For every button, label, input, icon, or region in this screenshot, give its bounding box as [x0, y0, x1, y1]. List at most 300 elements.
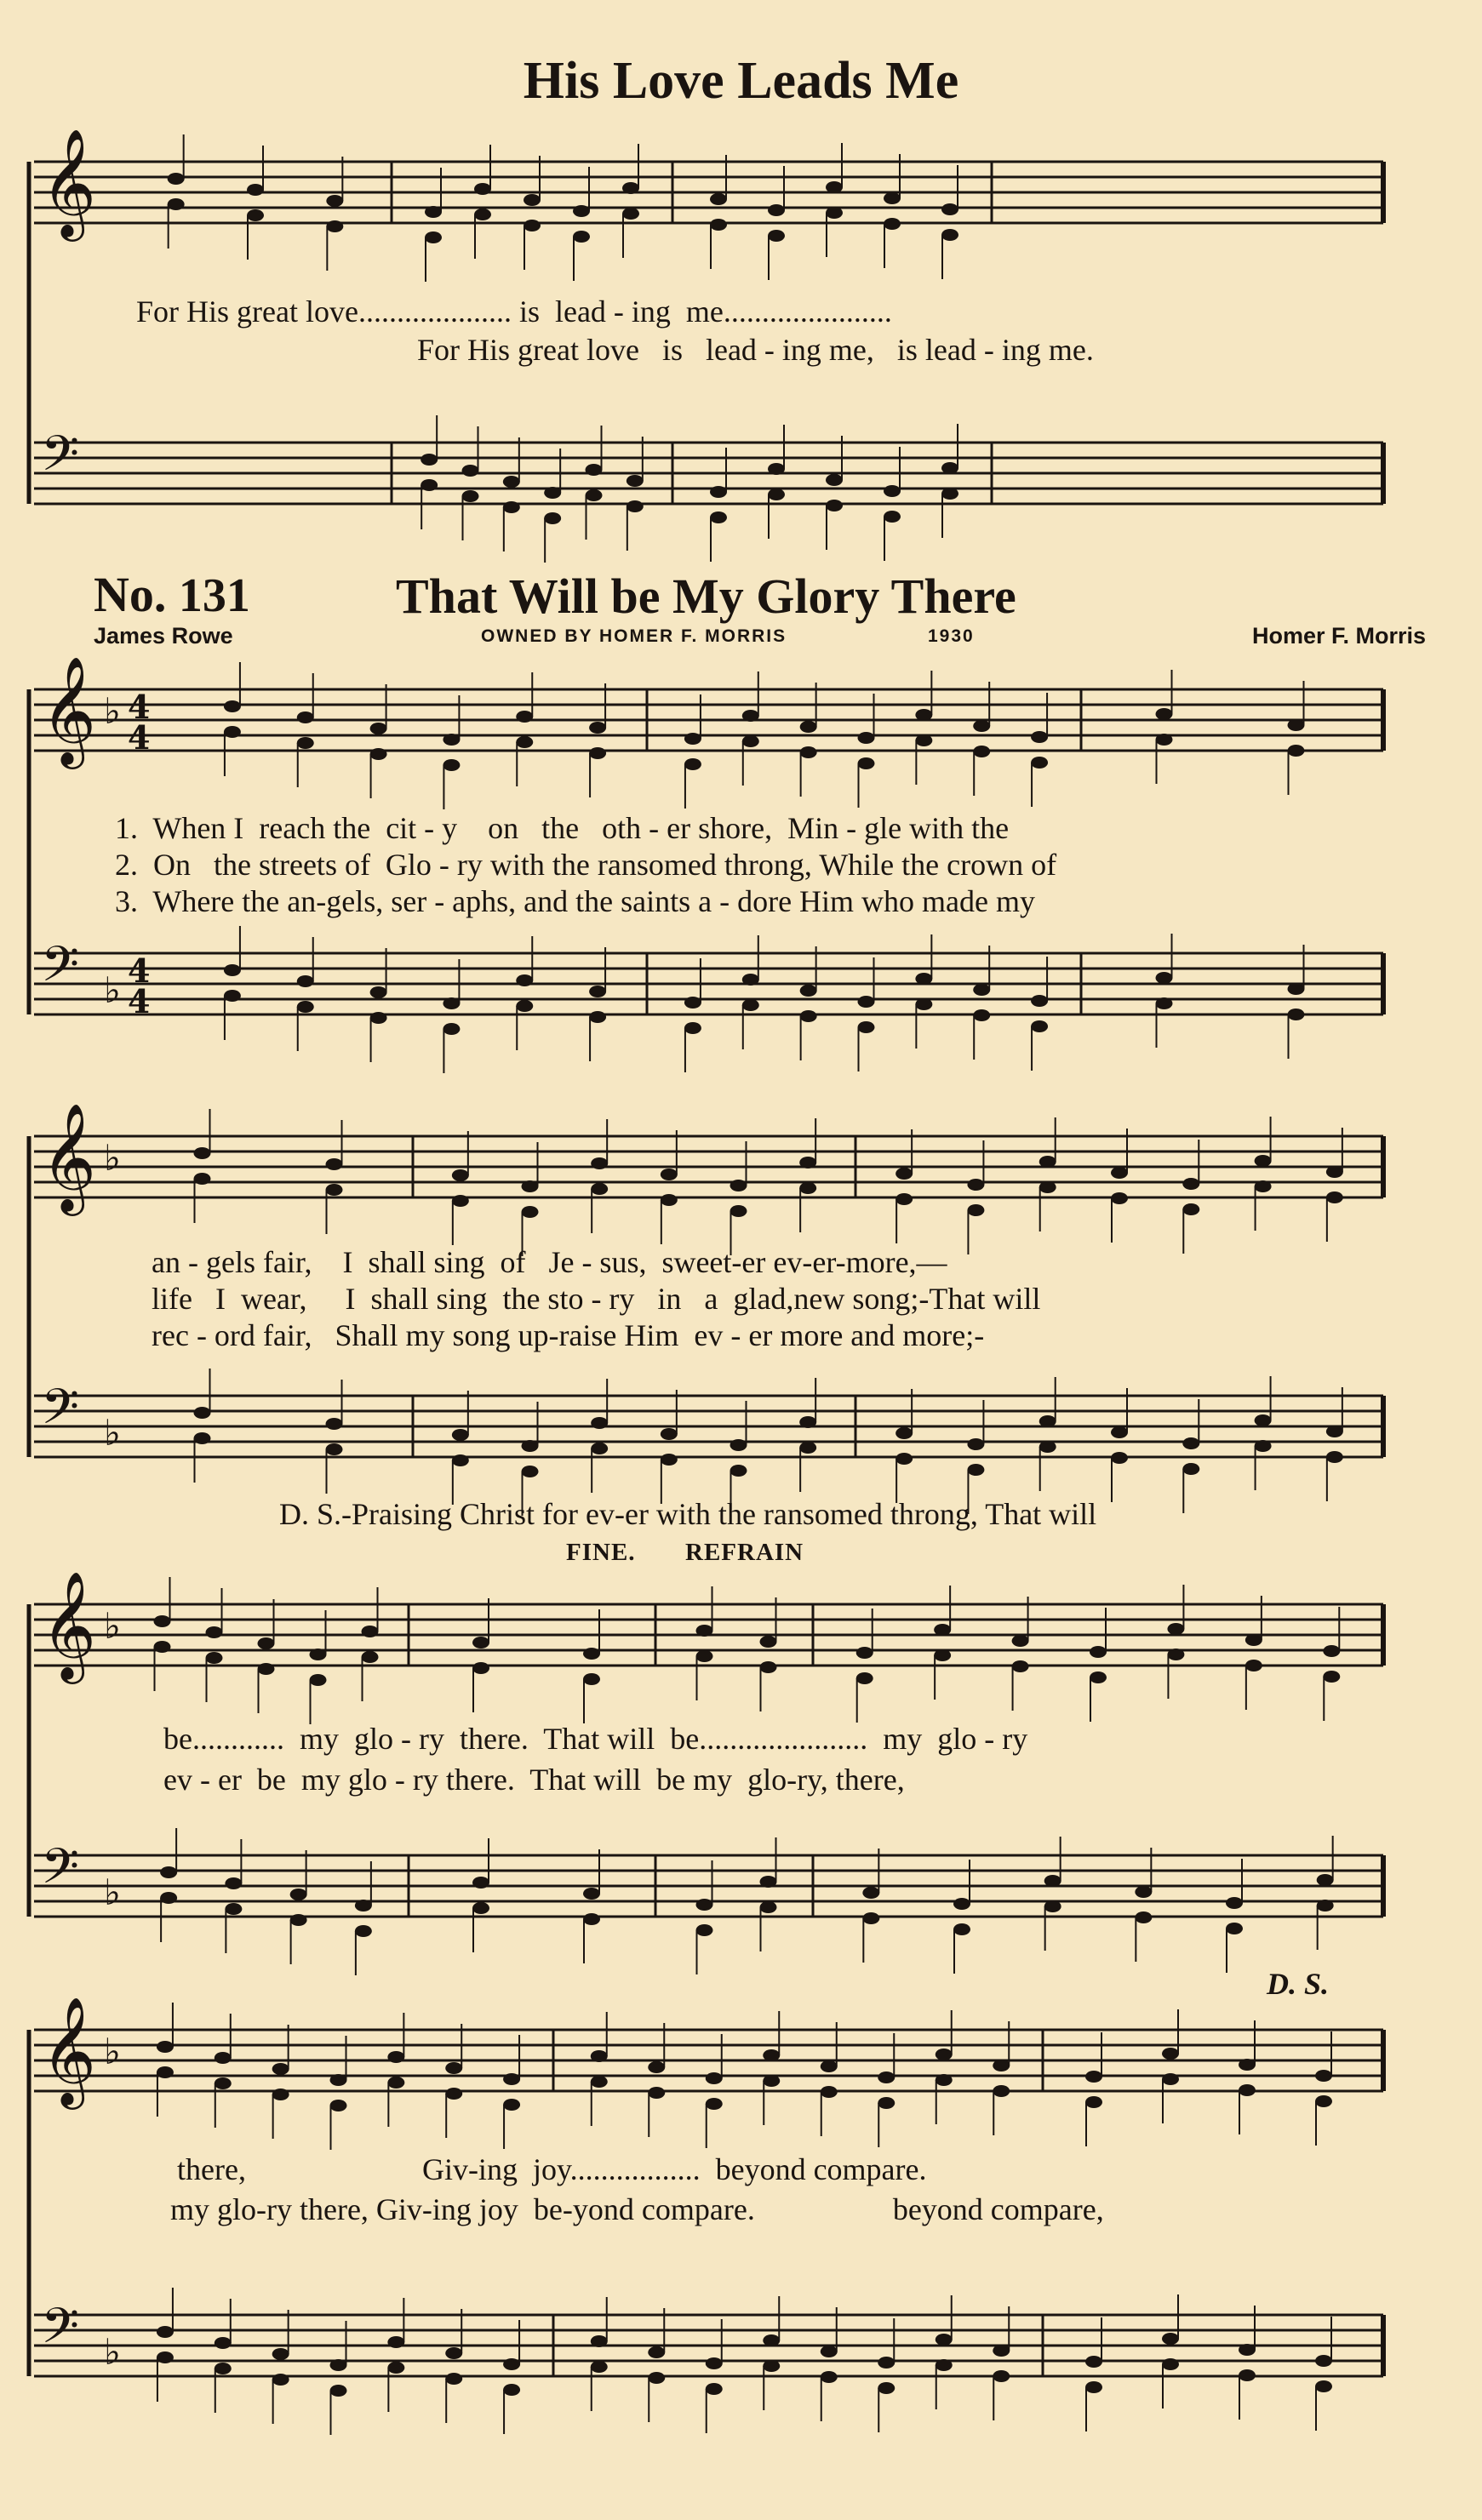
- notehead: [206, 1652, 223, 1664]
- notehead: [800, 985, 817, 997]
- notehead: [941, 203, 958, 215]
- notehead: [215, 2337, 232, 2349]
- notehead: [589, 747, 606, 759]
- closing-line-2: my glo-ry there, Giv-ing joy be-yond compare. beyond compare,: [170, 2192, 1104, 2226]
- notehead: [355, 1900, 372, 1911]
- refrain-marker: REFRAIN: [685, 1539, 804, 1566]
- notehead: [1162, 2333, 1179, 2345]
- notehead: [953, 1898, 970, 1910]
- notehead: [895, 1427, 913, 1439]
- notehead: [330, 2074, 347, 2086]
- notehead: [1182, 1463, 1199, 1475]
- notehead: [1315, 2095, 1332, 2107]
- time-signature: 4: [128, 718, 151, 757]
- notehead: [936, 2074, 953, 2086]
- verse-3-line-2: rec - ord fair, Shall my song up-raise Him ev - er more and more;-: [152, 1318, 985, 1352]
- notehead: [362, 1651, 379, 1663]
- notehead: [684, 733, 701, 745]
- notehead: [1111, 1452, 1128, 1464]
- notehead: [1182, 1437, 1199, 1449]
- notehead: [967, 1438, 984, 1450]
- notehead: [215, 2077, 232, 2089]
- notehead: [157, 2041, 174, 2053]
- notehead: [696, 1924, 713, 1936]
- notehead: [1111, 1167, 1128, 1179]
- notehead: [763, 2075, 780, 2087]
- notehead: [1031, 731, 1048, 743]
- ds-label: D. S.: [1267, 1967, 1330, 2001]
- notehead: [573, 205, 590, 217]
- notehead: [858, 732, 875, 744]
- notehead: [1288, 1009, 1305, 1020]
- notehead: [224, 964, 241, 976]
- notehead: [1156, 734, 1173, 746]
- verse-1-line-1: 1. When I reach the cit - y on the oth - er shore, Min - gle with the: [115, 811, 1010, 845]
- notehead: [936, 2049, 953, 2060]
- notehead: [443, 759, 460, 771]
- notehead: [522, 1206, 539, 1218]
- notehead: [224, 700, 241, 712]
- notehead: [742, 710, 759, 722]
- notehead: [326, 195, 343, 207]
- notehead: [1182, 1178, 1199, 1190]
- notehead: [445, 2088, 462, 2100]
- notehead: [1255, 1440, 1272, 1452]
- notehead: [247, 209, 264, 221]
- notehead: [524, 220, 541, 231]
- notehead: [826, 474, 843, 486]
- notehead: [1162, 2358, 1179, 2370]
- notehead: [941, 488, 958, 500]
- copyright-owner: OWNED BY HOMER F. MORRIS: [481, 626, 787, 646]
- notehead: [503, 2099, 520, 2111]
- notehead: [821, 2060, 838, 2072]
- author: James Rowe: [94, 623, 233, 649]
- notehead: [503, 476, 520, 488]
- notehead: [706, 2357, 723, 2369]
- notehead: [884, 485, 901, 497]
- notehead: [589, 986, 606, 997]
- notehead: [1255, 1414, 1272, 1426]
- notehead: [330, 2359, 347, 2371]
- notehead: [297, 1001, 314, 1013]
- flat-icon: ♭: [104, 690, 121, 732]
- notehead: [1239, 2084, 1256, 2096]
- notehead: [472, 1662, 489, 1674]
- notehead: [1085, 2071, 1102, 2083]
- notehead: [763, 2334, 780, 2346]
- notehead: [310, 1674, 327, 1686]
- notehead: [1044, 1875, 1061, 1887]
- notehead: [622, 182, 639, 194]
- refrain-line-2: ev - er be my glo - ry there. That will be my glo-ry, there,: [163, 1763, 905, 1797]
- notehead: [661, 1194, 678, 1206]
- notehead: [895, 1193, 913, 1205]
- notehead: [1135, 1911, 1152, 1923]
- notehead: [503, 2358, 520, 2370]
- notehead: [915, 734, 932, 746]
- notehead: [936, 2334, 953, 2346]
- notehead: [297, 737, 314, 749]
- notehead: [760, 1636, 777, 1648]
- notehead: [768, 489, 785, 500]
- notehead: [370, 723, 387, 734]
- notehead: [224, 726, 241, 738]
- notehead: [973, 746, 990, 757]
- notehead: [168, 198, 185, 210]
- notehead: [878, 2071, 895, 2083]
- time-signature: 4: [128, 688, 151, 726]
- notehead: [993, 2345, 1010, 2357]
- notehead: [452, 1429, 469, 1441]
- notehead: [452, 1195, 469, 1207]
- time-signature: 4: [128, 982, 151, 1020]
- treble-clef-icon: 𝄞: [41, 655, 97, 764]
- notehead: [215, 2052, 232, 2064]
- notehead: [858, 996, 875, 1008]
- notehead: [1288, 719, 1305, 731]
- notehead: [387, 2336, 404, 2348]
- closing-line-1: there, Giv-ing joy................. beyond compare.: [177, 2152, 927, 2186]
- notehead: [826, 207, 843, 219]
- notehead: [272, 2374, 289, 2386]
- notehead: [425, 231, 442, 243]
- time-signature: 4: [128, 951, 151, 990]
- notehead: [472, 1877, 489, 1889]
- notehead: [387, 2362, 404, 2374]
- notehead: [730, 1465, 747, 1477]
- notehead: [387, 2051, 404, 2063]
- notehead: [821, 2371, 838, 2383]
- notehead: [821, 2346, 838, 2357]
- notehead: [1162, 2073, 1179, 2085]
- notehead: [696, 1899, 713, 1911]
- notehead: [297, 711, 314, 723]
- flat-icon: ♭: [104, 969, 121, 1011]
- notehead: [730, 1439, 747, 1451]
- notehead: [370, 986, 387, 998]
- notehead: [1085, 2096, 1102, 2108]
- notehead: [290, 1914, 307, 1926]
- flat-icon: ♭: [104, 1137, 121, 1179]
- notehead: [799, 1157, 816, 1169]
- notehead: [522, 1180, 539, 1192]
- notehead: [1111, 1192, 1128, 1204]
- notehead: [272, 2063, 289, 2075]
- notehead: [522, 1466, 539, 1477]
- notehead: [586, 489, 603, 501]
- notehead: [821, 2086, 838, 2098]
- notehead: [800, 746, 817, 758]
- notehead: [462, 490, 479, 502]
- notehead: [154, 1641, 171, 1653]
- notehead: [973, 720, 990, 732]
- notehead: [330, 2385, 347, 2397]
- notehead: [1226, 1897, 1243, 1909]
- notehead: [1315, 2070, 1332, 2082]
- notehead: [648, 2061, 665, 2073]
- treble-clef-icon: 𝄞: [41, 1102, 97, 1211]
- verse-2-line-2: life I wear, I shall sing the sto - ry in a glad,new song;-That will: [152, 1282, 1041, 1316]
- notehead: [878, 2382, 895, 2394]
- notehead: [157, 2326, 174, 2338]
- verse-3-line-1: 3. Where the an-gels, ser - aphs, and the saints a - dore Him who made my: [115, 884, 1036, 918]
- notehead: [258, 1637, 275, 1649]
- notehead: [573, 231, 590, 243]
- notehead: [696, 1625, 713, 1637]
- notehead: [544, 512, 561, 524]
- notehead: [297, 975, 314, 987]
- notehead: [895, 1168, 913, 1180]
- notehead: [591, 2361, 608, 2373]
- notehead: [452, 1169, 469, 1181]
- notehead: [591, 1417, 608, 1429]
- notehead: [684, 758, 701, 770]
- notehead: [1039, 1415, 1056, 1427]
- notehead: [627, 500, 644, 512]
- notehead: [742, 999, 759, 1011]
- notehead: [763, 2049, 780, 2061]
- notehead: [1315, 2355, 1332, 2367]
- bass-clef-icon: 𝄢: [41, 1378, 80, 1448]
- notehead: [1326, 1451, 1343, 1463]
- notehead: [1031, 757, 1048, 769]
- notehead: [1245, 1660, 1262, 1671]
- notehead: [1323, 1645, 1340, 1657]
- notehead: [768, 463, 785, 475]
- notehead: [710, 193, 727, 205]
- notehead: [934, 1624, 951, 1636]
- notehead: [445, 2347, 462, 2359]
- notehead: [194, 1407, 211, 1419]
- notehead: [953, 1923, 970, 1935]
- notehead: [661, 1454, 678, 1466]
- notehead: [799, 1182, 816, 1194]
- notehead: [934, 1649, 951, 1661]
- hymn-number: 131: [178, 569, 250, 622]
- notehead: [710, 219, 727, 231]
- notehead: [421, 479, 438, 491]
- notehead: [967, 1179, 984, 1191]
- notehead: [1245, 1634, 1262, 1646]
- notehead: [583, 1673, 600, 1685]
- notehead: [878, 2357, 895, 2369]
- notehead: [648, 2346, 665, 2358]
- notehead: [1044, 1900, 1061, 1912]
- notehead: [1031, 1020, 1048, 1032]
- notehead: [1326, 1191, 1343, 1203]
- notehead: [1326, 1426, 1343, 1437]
- notehead: [684, 997, 701, 1009]
- notehead: [154, 1615, 171, 1627]
- notehead: [1090, 1671, 1107, 1683]
- notehead: [160, 1866, 177, 1878]
- bass-clef-icon: 𝄢: [41, 425, 80, 494]
- notehead: [684, 1022, 701, 1034]
- notehead: [387, 2077, 404, 2089]
- notehead: [622, 208, 639, 220]
- notehead: [710, 486, 727, 498]
- hymn-title: That Will be My Glory There: [396, 569, 1016, 624]
- notehead: [941, 462, 958, 474]
- notehead: [696, 1650, 713, 1662]
- notehead: [1317, 1900, 1334, 1911]
- notehead: [474, 183, 491, 195]
- notehead: [290, 1889, 307, 1900]
- notehead: [730, 1180, 747, 1191]
- notehead: [706, 2098, 723, 2110]
- notehead: [583, 1888, 600, 1900]
- copyright-year: 1930: [928, 626, 975, 646]
- notehead: [583, 1913, 600, 1925]
- notehead: [858, 1021, 875, 1033]
- verse-1-line-2: an - gels fair, I shall sing of Je - sus, sweet-er ev-er-more,—: [152, 1245, 947, 1279]
- fine-marker: FINE.: [566, 1539, 636, 1566]
- notehead: [800, 1010, 817, 1022]
- notehead: [760, 1661, 777, 1673]
- notehead: [1031, 995, 1048, 1007]
- notehead: [967, 1464, 984, 1476]
- notehead: [1085, 2381, 1102, 2393]
- notehead: [591, 2076, 608, 2088]
- notehead: [425, 206, 442, 218]
- notehead: [168, 173, 185, 185]
- flat-icon: ♭: [104, 2031, 121, 2072]
- notehead: [915, 973, 932, 985]
- notehead: [157, 2066, 174, 2078]
- notehead: [826, 181, 843, 193]
- treble-clef-icon: 𝄞: [41, 1570, 97, 1679]
- notehead: [1323, 1671, 1340, 1683]
- notehead: [326, 1158, 343, 1170]
- notehead: [1012, 1635, 1029, 1647]
- bass-clef-icon: 𝄢: [41, 935, 80, 1005]
- notehead: [1239, 2344, 1256, 2356]
- notehead: [206, 1626, 223, 1638]
- notehead: [326, 1418, 343, 1430]
- notehead: [516, 1000, 533, 1012]
- hymn-top-title: His Love Leads Me: [523, 52, 959, 110]
- notehead: [967, 1204, 984, 1216]
- hymn-credits: [94, 623, 1426, 657]
- notehead: [225, 1903, 242, 1915]
- notehead: [763, 2360, 780, 2372]
- notehead: [1288, 745, 1305, 757]
- notehead: [856, 1672, 873, 1684]
- hymn-number-label: No. 131: [94, 567, 250, 622]
- notehead: [194, 1147, 211, 1159]
- notehead: [799, 1416, 816, 1428]
- notehead: [591, 1443, 608, 1454]
- treble-clef-icon: 𝄞: [41, 128, 97, 237]
- notehead: [1315, 2380, 1332, 2392]
- notehead: [160, 1892, 177, 1904]
- verse-2-line-1: 2. On the streets of Glo - ry with the ransomed throng, While the crown of: [115, 848, 1057, 882]
- notehead: [1156, 972, 1173, 984]
- notehead: [742, 735, 759, 747]
- notehead: [895, 1453, 913, 1465]
- notehead: [370, 748, 387, 760]
- flat-icon: ♭: [104, 1412, 121, 1454]
- notehead: [355, 1925, 372, 1937]
- notehead: [224, 990, 241, 1002]
- notehead: [215, 2363, 232, 2374]
- notehead: [503, 501, 520, 513]
- notehead: [799, 1442, 816, 1454]
- notehead: [941, 229, 958, 241]
- notehead: [1239, 2369, 1256, 2381]
- notehead: [370, 1012, 387, 1024]
- notehead: [993, 2370, 1010, 2382]
- notehead: [993, 2060, 1010, 2071]
- notehead: [591, 1157, 608, 1169]
- notehead: [878, 2097, 895, 2109]
- refrain-line-1: be............ my glo - ry there. That will be...................... my glo - ry: [163, 1722, 1028, 1756]
- notehead: [742, 974, 759, 986]
- notehead: [661, 1169, 678, 1180]
- bass-clef-icon: 𝄢: [41, 1837, 80, 1907]
- notehead: [936, 2359, 953, 2371]
- notehead: [1039, 1441, 1056, 1453]
- notehead: [1162, 2048, 1179, 2060]
- notehead: [760, 1876, 777, 1888]
- notehead: [472, 1637, 489, 1649]
- notehead: [648, 2087, 665, 2099]
- notehead: [225, 1877, 242, 1889]
- ds-text: D. S.-Praising Christ for ev-er with the ransomed throng, That will: [279, 1497, 1097, 1531]
- notehead: [516, 711, 533, 723]
- notehead: [1039, 1181, 1056, 1193]
- notehead: [516, 736, 533, 748]
- notehead: [1255, 1155, 1272, 1167]
- composer: Homer F. Morris: [1251, 623, 1426, 649]
- notehead: [648, 2372, 665, 2384]
- notehead: [915, 709, 932, 721]
- notehead: [583, 1648, 600, 1660]
- notehead: [1135, 1886, 1152, 1898]
- notehead: [544, 487, 561, 499]
- notehead: [194, 1432, 211, 1444]
- notehead: [586, 464, 603, 476]
- notehead: [1288, 983, 1305, 995]
- notehead: [800, 721, 817, 733]
- notehead: [706, 2383, 723, 2395]
- top-lyric-line-2: For His great love is lead - ing me, is lead - ing me.: [417, 333, 1094, 367]
- notehead: [272, 2348, 289, 2360]
- flat-icon: ♭: [104, 2331, 121, 2373]
- notehead: [1167, 1623, 1184, 1635]
- notehead: [1156, 997, 1173, 1009]
- notehead: [310, 1649, 327, 1660]
- notehead: [443, 997, 460, 1009]
- notehead: [856, 1647, 873, 1659]
- notehead: [1226, 1923, 1243, 1934]
- notehead: [915, 998, 932, 1010]
- notehead: [589, 722, 606, 734]
- notehead: [157, 2351, 174, 2363]
- notehead: [884, 511, 901, 523]
- notehead: [591, 2050, 608, 2062]
- notehead: [973, 984, 990, 996]
- notehead: [474, 209, 491, 220]
- notehead: [524, 194, 541, 206]
- notehead: [862, 1912, 879, 1924]
- notehead: [1255, 1180, 1272, 1192]
- notehead: [1317, 1874, 1334, 1886]
- notehead: [661, 1428, 678, 1440]
- notehead: [760, 1901, 777, 1913]
- notehead: [516, 974, 533, 986]
